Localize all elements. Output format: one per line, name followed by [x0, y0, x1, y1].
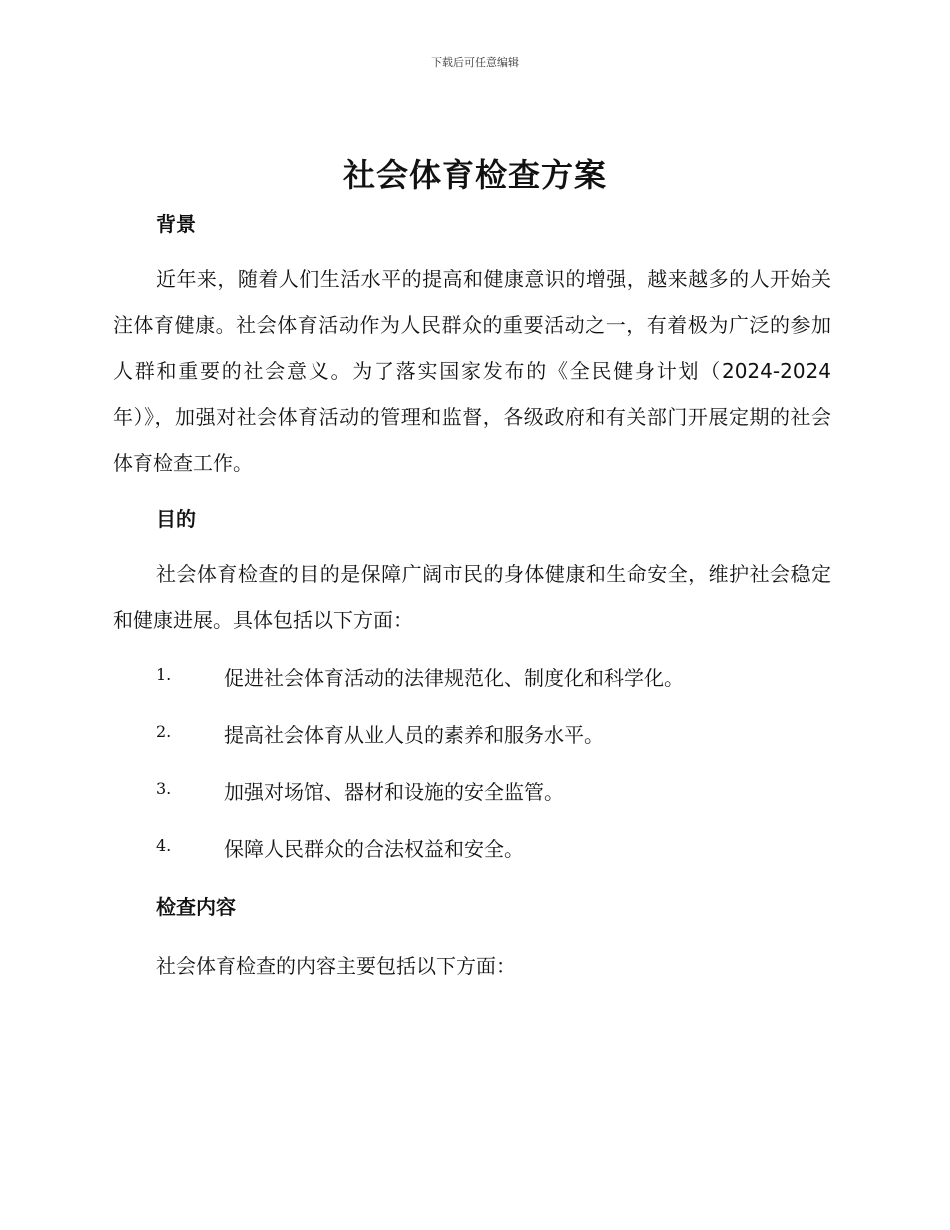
list-item-text: 加强对场馆、器材和设施的安全监管。: [224, 780, 564, 804]
section-heading-background: 背景: [156, 212, 196, 236]
document-title: 社会体育检查方案: [342, 156, 607, 194]
background-paragraph: 近年来，随着人们生活水平的提高和健康意识的增强，越来越多的人开始关注体育健康。社会体育活动作为人民群众的重要活动之一，有着极为广泛的参加人群和重要的社会意义。为了落实国家发布的《全民健身计划（2024-2024年）》，加强对社会体育活动的管理和监督，各级政府和有关部门开展定期的社会体育检查工作。: [113, 267, 831, 475]
section-heading-content: 检查内容: [156, 895, 236, 919]
list-item: [156, 833, 836, 862]
header-note: 下载后可任意编辑: [431, 56, 519, 69]
list-item-number: 1.: [156, 665, 172, 684]
list-item-number: 3.: [156, 779, 172, 798]
list-item-text: 促进社会体育活动的法律规范化、制度化和科学化。: [224, 666, 684, 690]
content-paragraph: 社会体育检查的内容主要包括以下方面：: [156, 954, 516, 978]
list-item: [156, 719, 836, 748]
list-item-number: 4.: [156, 836, 172, 855]
list-item-number: 2.: [156, 722, 172, 741]
list-item-text: 保障人民群众的合法权益和安全。: [224, 837, 524, 861]
list-item: [156, 776, 836, 805]
list-item: [156, 662, 836, 691]
section-heading-purpose: 目的: [156, 507, 196, 531]
purpose-paragraph: 社会体育检查的目的是保障广阔市民的身体健康和生命安全，维护社会稳定和健康进展。具体包括以下方面：: [113, 562, 831, 632]
list-item-text: 提高社会体育从业人员的素养和服务水平。: [224, 723, 604, 747]
